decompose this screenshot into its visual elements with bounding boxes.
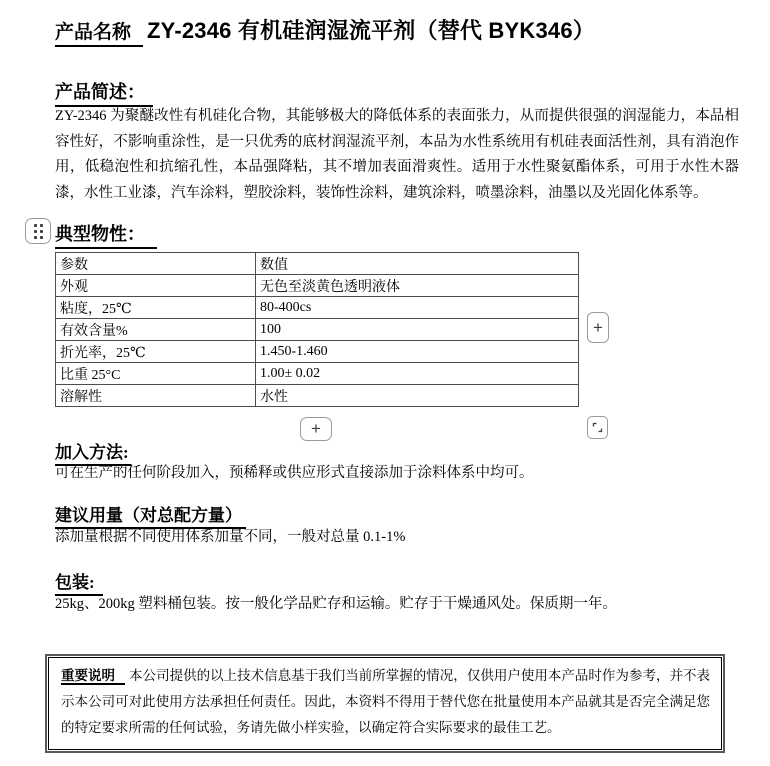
important-notice-body: 本公司提供的以上技术信息基于我们当前所掌握的情况，仅供用户使用本产品时作为参考，并不表示本公司可对此使用方法承担任何责任。因此，本资料不得用于替代您在批量使用本产品就其是否完全满足您的特定要求所需的任何试验，务请先做小样实验，以确定符合实际要求的最佳工艺。 — [61, 668, 711, 735]
important-notice-box — [45, 654, 725, 753]
table-header-value[interactable]: 数值 — [256, 253, 579, 275]
addition-paragraph: 可在生产的任何阶段加入，预稀释或供应形式直接添加于涂料体系中均可。 — [55, 465, 534, 481]
table-header-row — [56, 253, 579, 275]
product-name-value: ZY-2346 有机硅润湿流平剂（替代 BYK346） — [147, 18, 595, 43]
table-cell-parameter[interactable]: 比重 25°C — [56, 363, 256, 385]
table-cell-value[interactable]: 1.00± 0.02 — [256, 363, 579, 385]
summary-paragraph: ZY-2346 为聚醚改性有机硅化合物，其能够极大的降低体系的表面张力，从而提供很强的润湿能力，本品相容性好，不影响重涂性，是一只优秀的底材润湿流平剂，本品为水性系统用有机硅表面活性剂，具有消泡作用，低稳泡性和抗缩孔性，本品强降粘，其不增加表面滑爽性。适用于水性聚氨酯体系，可用于水性木器漆，水性工业漆，汽车涂料，塑胶涂料，装饰性涂料，建筑涂料，喷墨涂料，油墨以及光固化体系等。 — [55, 108, 739, 201]
important-notice-inner — [48, 657, 722, 750]
document-title — [55, 14, 595, 47]
add-column-button[interactable]: + — [587, 312, 609, 343]
product-name-label: 产品名称 — [55, 17, 143, 47]
packaging-heading: 包装: — [55, 568, 103, 596]
table-header-parameter[interactable]: 参数 — [56, 253, 256, 275]
properties-table — [55, 252, 579, 407]
table-cell-value[interactable]: 1.450-1.460 — [256, 341, 579, 363]
table-cell-parameter[interactable]: 溶解性 — [56, 385, 256, 407]
packaging-paragraph: 25kg、200kg 塑料桶包装。按一般化学品贮存和运输。贮存于干燥通风处。保质期一年。 — [55, 596, 617, 612]
add-row-button[interactable]: + — [300, 417, 332, 441]
table-row — [56, 275, 579, 297]
table-cell-value[interactable]: 100 — [256, 319, 579, 341]
table-cell-parameter[interactable]: 有效含量% — [56, 319, 256, 341]
addition-heading: 加入方法: — [55, 438, 131, 466]
block-drag-handle[interactable] — [25, 218, 51, 244]
important-notice-text — [61, 663, 710, 741]
table-cell-value[interactable]: 水性 — [256, 385, 579, 407]
table-cell-value[interactable]: 无色至淡黄色透明液体 — [256, 275, 579, 297]
drag-handle-icon — [34, 224, 43, 239]
table-row — [56, 319, 579, 341]
table-row — [56, 341, 579, 363]
important-notice-label: 重要说明 — [61, 668, 125, 685]
table-row — [56, 363, 579, 385]
properties-heading: 典型物性： — [55, 220, 157, 249]
table-cell-parameter[interactable]: 粘度，25℃ — [56, 297, 256, 319]
table-cell-parameter[interactable]: 外观 — [56, 275, 256, 297]
table-row — [56, 297, 579, 319]
dosage-paragraph: 添加量根据不同使用体系加量不同，一般对总量 0.1-1% — [55, 529, 406, 545]
table-cell-value[interactable]: 80-400cs — [256, 297, 579, 319]
summary-heading: 产品简述： — [55, 78, 153, 107]
dosage-heading: 建议用量（对总配方量） — [55, 501, 246, 529]
table-cell-parameter[interactable]: 折光率，25℃ — [56, 341, 256, 363]
table-row — [56, 385, 579, 407]
table-resize-button[interactable] — [587, 416, 608, 439]
resize-corners-icon — [592, 422, 603, 433]
